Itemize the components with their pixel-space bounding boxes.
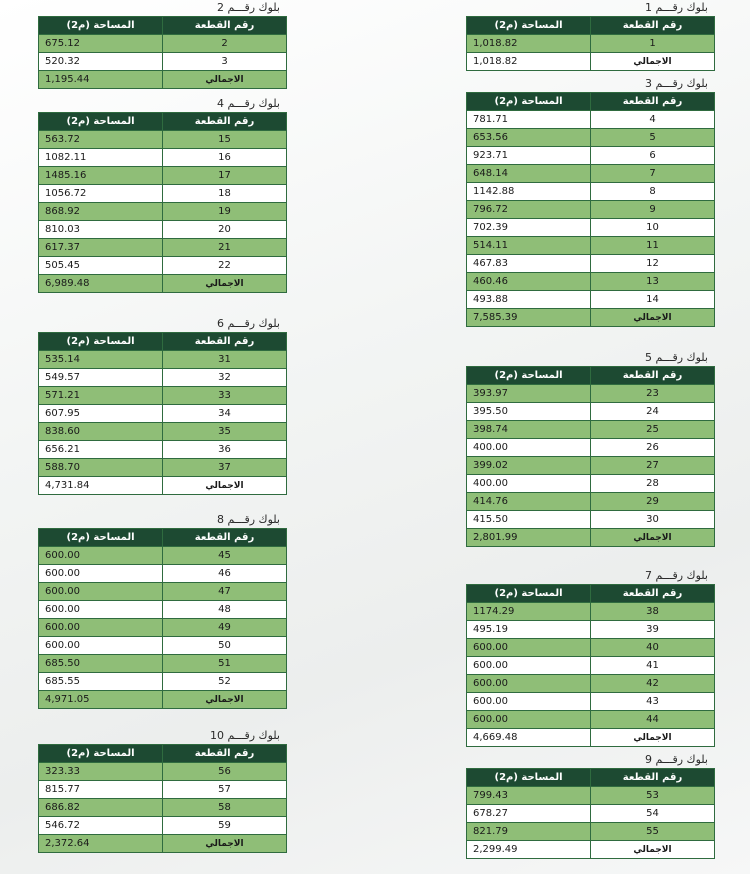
plots-table	[466, 366, 715, 547]
plot-number-cell: 26	[591, 439, 715, 457]
plot-number-cell: 12	[591, 255, 715, 273]
area-cell: 467.83	[467, 255, 591, 273]
table-header-row	[39, 17, 287, 35]
area-cell: 810.03	[39, 221, 163, 239]
plot-number-header: رقم القطعة	[163, 17, 287, 35]
table-row	[39, 423, 287, 441]
total-label-cell: الاجمالي	[163, 835, 287, 853]
area-cell: 395.50	[467, 403, 591, 421]
table-row	[467, 511, 715, 529]
table-row	[39, 369, 287, 387]
plot-number-cell: 58	[163, 799, 287, 817]
area-cell: 868.92	[39, 203, 163, 221]
area-cell: 702.39	[467, 219, 591, 237]
area-cell: 815.77	[39, 781, 163, 799]
plot-number-cell: 9	[591, 201, 715, 219]
table-row	[467, 201, 715, 219]
block-2	[38, 0, 286, 89]
plot-number-cell: 11	[591, 237, 715, 255]
block-title: بلوك رقـــم 3	[644, 77, 708, 90]
area-header: المساحة (م2)	[39, 745, 163, 763]
table-row	[39, 185, 287, 203]
plot-number-cell: 46	[163, 565, 287, 583]
table-row	[39, 565, 287, 583]
area-cell: 656.21	[39, 441, 163, 459]
plot-number-cell: 20	[163, 221, 287, 239]
area-cell: 399.02	[467, 457, 591, 475]
plot-number-header: رقم القطعة	[591, 93, 715, 111]
plot-number-cell: 40	[591, 639, 715, 657]
area-cell: 796.72	[467, 201, 591, 219]
table-row	[467, 385, 715, 403]
area-header: المساحة (م2)	[467, 367, 591, 385]
table-row	[39, 131, 287, 149]
table-row	[39, 387, 287, 405]
table-row	[39, 203, 287, 221]
table-row	[467, 693, 715, 711]
total-row	[39, 835, 287, 853]
total-label-cell: الاجمالي	[591, 841, 715, 859]
plot-number-header: رقم القطعة	[163, 529, 287, 547]
plot-number-cell: 32	[163, 369, 287, 387]
plot-number-cell: 34	[163, 405, 287, 423]
plot-number-cell: 42	[591, 675, 715, 693]
area-cell: 648.14	[467, 165, 591, 183]
total-label-cell: الاجمالي	[163, 275, 287, 293]
plot-number-cell: 49	[163, 619, 287, 637]
total-area-cell: 2,801.99	[467, 529, 591, 547]
total-label-cell: الاجمالي	[163, 477, 287, 495]
table-row	[39, 149, 287, 167]
total-row	[467, 841, 715, 859]
plot-number-cell: 23	[591, 385, 715, 403]
block-7	[466, 568, 714, 747]
plot-number-cell: 5	[591, 129, 715, 147]
plot-number-cell: 21	[163, 239, 287, 257]
table-row	[467, 291, 715, 309]
area-cell: 799.43	[467, 787, 591, 805]
area-cell: 821.79	[467, 823, 591, 841]
block-title: بلوك رقـــم 2	[216, 1, 280, 14]
table-row	[39, 167, 287, 185]
area-cell: 588.70	[39, 459, 163, 477]
table-row	[467, 805, 715, 823]
table-row	[39, 619, 287, 637]
area-cell: 600.00	[39, 565, 163, 583]
plots-table	[466, 584, 715, 747]
table-header-row	[467, 769, 715, 787]
total-label-cell: الاجمالي	[591, 529, 715, 547]
total-row	[39, 275, 287, 293]
area-header: المساحة (م2)	[39, 113, 163, 131]
area-cell: 398.74	[467, 421, 591, 439]
area-cell: 617.37	[39, 239, 163, 257]
table-header-row	[467, 17, 715, 35]
area-header: المساحة (م2)	[39, 529, 163, 547]
plot-number-cell: 8	[591, 183, 715, 201]
area-cell: 393.97	[467, 385, 591, 403]
area-header: المساحة (م2)	[39, 333, 163, 351]
plot-number-cell: 3	[163, 53, 287, 71]
table-row	[467, 787, 715, 805]
table-row	[39, 239, 287, 257]
table-row	[39, 405, 287, 423]
total-label-cell: الاجمالي	[163, 71, 287, 89]
table-row	[467, 111, 715, 129]
plot-number-cell: 14	[591, 291, 715, 309]
table-header-row	[467, 367, 715, 385]
table-row	[39, 257, 287, 275]
table-row	[467, 237, 715, 255]
plot-number-cell: 57	[163, 781, 287, 799]
area-cell: 600.00	[467, 675, 591, 693]
table-row	[467, 639, 715, 657]
table-header-row	[39, 333, 287, 351]
area-cell: 781.71	[467, 111, 591, 129]
block-title: بلوك رقـــم 4	[216, 97, 280, 110]
table-row	[39, 673, 287, 691]
plot-number-cell: 22	[163, 257, 287, 275]
plot-number-cell: 30	[591, 511, 715, 529]
table-row	[467, 147, 715, 165]
plot-number-cell: 17	[163, 167, 287, 185]
area-cell: 563.72	[39, 131, 163, 149]
plot-number-cell: 31	[163, 351, 287, 369]
table-row	[467, 621, 715, 639]
area-cell: 600.00	[467, 639, 591, 657]
plot-number-cell: 41	[591, 657, 715, 675]
table-row	[39, 799, 287, 817]
plot-number-cell: 35	[163, 423, 287, 441]
total-label-cell: الاجمالي	[163, 691, 287, 709]
area-cell: 1,018.82	[467, 35, 591, 53]
table-row	[467, 421, 715, 439]
table-row	[467, 457, 715, 475]
area-cell: 1056.72	[39, 185, 163, 203]
plot-number-cell: 50	[163, 637, 287, 655]
plots-table	[38, 528, 287, 709]
area-cell: 600.00	[467, 657, 591, 675]
total-area-cell: 4,669.48	[467, 729, 591, 747]
plot-number-header: رقم القطعة	[163, 333, 287, 351]
area-cell: 493.88	[467, 291, 591, 309]
block-8	[38, 512, 286, 709]
block-10	[38, 728, 286, 853]
plot-number-cell: 59	[163, 817, 287, 835]
plot-number-cell: 13	[591, 273, 715, 291]
table-row	[467, 129, 715, 147]
area-cell: 495.19	[467, 621, 591, 639]
table-row	[467, 403, 715, 421]
table-row	[467, 255, 715, 273]
plot-number-header: رقم القطعة	[163, 113, 287, 131]
plots-table	[466, 16, 715, 71]
area-cell: 400.00	[467, 475, 591, 493]
total-label-cell: الاجمالي	[591, 309, 715, 327]
plot-number-cell: 47	[163, 583, 287, 601]
plot-number-cell: 1	[591, 35, 715, 53]
plot-number-cell: 51	[163, 655, 287, 673]
plot-number-cell: 33	[163, 387, 287, 405]
table-header-row	[39, 113, 287, 131]
area-cell: 323.33	[39, 763, 163, 781]
plot-number-cell: 53	[591, 787, 715, 805]
plot-number-cell: 36	[163, 441, 287, 459]
total-area-cell: 4,731.84	[39, 477, 163, 495]
area-cell: 460.46	[467, 273, 591, 291]
plot-number-cell: 16	[163, 149, 287, 167]
area-cell: 600.00	[467, 693, 591, 711]
plot-number-header: رقم القطعة	[591, 585, 715, 603]
plots-table	[38, 112, 287, 293]
area-cell: 678.27	[467, 805, 591, 823]
plot-number-cell: 10	[591, 219, 715, 237]
block-title: بلوك رقـــم 9	[644, 753, 708, 766]
area-cell: 600.00	[467, 711, 591, 729]
block-title: بلوك رقـــم 1	[644, 1, 708, 14]
table-row	[467, 475, 715, 493]
area-cell: 923.71	[467, 147, 591, 165]
block-9	[466, 752, 714, 859]
plot-number-cell: 6	[591, 147, 715, 165]
table-row	[39, 547, 287, 565]
total-area-cell: 6,989.48	[39, 275, 163, 293]
table-row	[39, 781, 287, 799]
plot-number-header: رقم القطعة	[591, 367, 715, 385]
plot-number-cell: 52	[163, 673, 287, 691]
area-cell: 600.00	[39, 547, 163, 565]
area-header: المساحة (م2)	[467, 93, 591, 111]
block-title: بلوك رقـــم 10	[209, 729, 280, 742]
total-area-cell: 1,018.82	[467, 53, 591, 71]
area-cell: 1142.88	[467, 183, 591, 201]
plots-table	[466, 92, 715, 327]
area-cell: 1174.29	[467, 603, 591, 621]
area-cell: 400.00	[467, 439, 591, 457]
table-header-row	[39, 745, 287, 763]
table-row	[467, 711, 715, 729]
block-6	[38, 316, 286, 495]
table-row	[39, 817, 287, 835]
area-cell: 414.76	[467, 493, 591, 511]
table-row	[39, 351, 287, 369]
plot-number-cell: 24	[591, 403, 715, 421]
plot-number-cell: 15	[163, 131, 287, 149]
table-row	[39, 601, 287, 619]
total-row	[39, 477, 287, 495]
area-cell: 685.50	[39, 655, 163, 673]
total-row	[39, 691, 287, 709]
area-header: المساحة (م2)	[467, 17, 591, 35]
total-row	[467, 529, 715, 547]
table-row	[39, 637, 287, 655]
total-label-cell: الاجمالي	[591, 729, 715, 747]
total-row	[467, 729, 715, 747]
block-title: بلوك رقـــم 7	[644, 569, 708, 582]
table-row	[467, 493, 715, 511]
area-cell: 600.00	[39, 637, 163, 655]
plots-table	[38, 332, 287, 495]
plot-number-cell: 39	[591, 621, 715, 639]
area-cell: 415.50	[467, 511, 591, 529]
area-cell: 838.60	[39, 423, 163, 441]
table-header-row	[467, 93, 715, 111]
block-5	[466, 350, 714, 547]
table-row	[467, 823, 715, 841]
table-header-row	[39, 529, 287, 547]
block-4	[38, 96, 286, 293]
plot-number-cell: 56	[163, 763, 287, 781]
plot-number-header: رقم القطعة	[591, 769, 715, 787]
total-label-cell: الاجمالي	[591, 53, 715, 71]
area-cell: 1082.11	[39, 149, 163, 167]
total-area-cell: 2,299.49	[467, 841, 591, 859]
area-cell: 653.56	[467, 129, 591, 147]
table-row	[39, 459, 287, 477]
table-row	[39, 35, 287, 53]
plots-table	[38, 16, 287, 89]
area-cell: 505.45	[39, 257, 163, 275]
table-row	[467, 165, 715, 183]
area-cell: 546.72	[39, 817, 163, 835]
plot-number-cell: 55	[591, 823, 715, 841]
table-row	[467, 439, 715, 457]
plot-number-cell: 25	[591, 421, 715, 439]
table-header-row	[467, 585, 715, 603]
table-row	[39, 53, 287, 71]
area-cell: 600.00	[39, 619, 163, 637]
plot-number-header: رقم القطعة	[163, 745, 287, 763]
plot-number-cell: 7	[591, 165, 715, 183]
area-cell: 686.82	[39, 799, 163, 817]
block-title: بلوك رقـــم 8	[216, 513, 280, 526]
area-header: المساحة (م2)	[39, 17, 163, 35]
plot-number-cell: 38	[591, 603, 715, 621]
plot-number-cell: 4	[591, 111, 715, 129]
table-row	[39, 655, 287, 673]
area-cell: 520.32	[39, 53, 163, 71]
table-row	[467, 675, 715, 693]
table-row	[467, 219, 715, 237]
plot-number-cell: 37	[163, 459, 287, 477]
table-row	[39, 441, 287, 459]
plot-number-cell: 48	[163, 601, 287, 619]
plot-number-cell: 27	[591, 457, 715, 475]
total-row	[467, 53, 715, 71]
table-row	[467, 35, 715, 53]
plot-number-cell: 54	[591, 805, 715, 823]
table-row	[467, 657, 715, 675]
plot-number-cell: 45	[163, 547, 287, 565]
area-cell: 1485.16	[39, 167, 163, 185]
total-row	[467, 309, 715, 327]
block-title: بلوك رقـــم 5	[644, 351, 708, 364]
area-cell: 607.95	[39, 405, 163, 423]
table-row	[467, 603, 715, 621]
table-row	[39, 583, 287, 601]
area-cell: 514.11	[467, 237, 591, 255]
plot-number-cell: 44	[591, 711, 715, 729]
area-cell: 571.21	[39, 387, 163, 405]
plots-table	[38, 744, 287, 853]
block-1	[466, 0, 714, 71]
area-cell: 549.57	[39, 369, 163, 387]
area-cell: 535.14	[39, 351, 163, 369]
block-3	[466, 76, 714, 327]
total-area-cell: 4,971.05	[39, 691, 163, 709]
plots-table	[466, 768, 715, 859]
area-cell: 600.00	[39, 583, 163, 601]
total-area-cell: 7,585.39	[467, 309, 591, 327]
plot-number-cell: 18	[163, 185, 287, 203]
area-header: المساحة (م2)	[467, 769, 591, 787]
plot-number-cell: 29	[591, 493, 715, 511]
area-cell: 600.00	[39, 601, 163, 619]
plot-number-header: رقم القطعة	[591, 17, 715, 35]
total-area-cell: 2,372.64	[39, 835, 163, 853]
total-row	[39, 71, 287, 89]
table-row	[39, 221, 287, 239]
total-area-cell: 1,195.44	[39, 71, 163, 89]
plot-number-cell: 43	[591, 693, 715, 711]
area-header: المساحة (م2)	[467, 585, 591, 603]
table-row	[467, 183, 715, 201]
table-row	[467, 273, 715, 291]
area-cell: 685.55	[39, 673, 163, 691]
block-title: بلوك رقـــم 6	[216, 317, 280, 330]
table-row	[39, 763, 287, 781]
plot-number-cell: 2	[163, 35, 287, 53]
plot-number-cell: 28	[591, 475, 715, 493]
area-cell: 675.12	[39, 35, 163, 53]
plot-number-cell: 19	[163, 203, 287, 221]
